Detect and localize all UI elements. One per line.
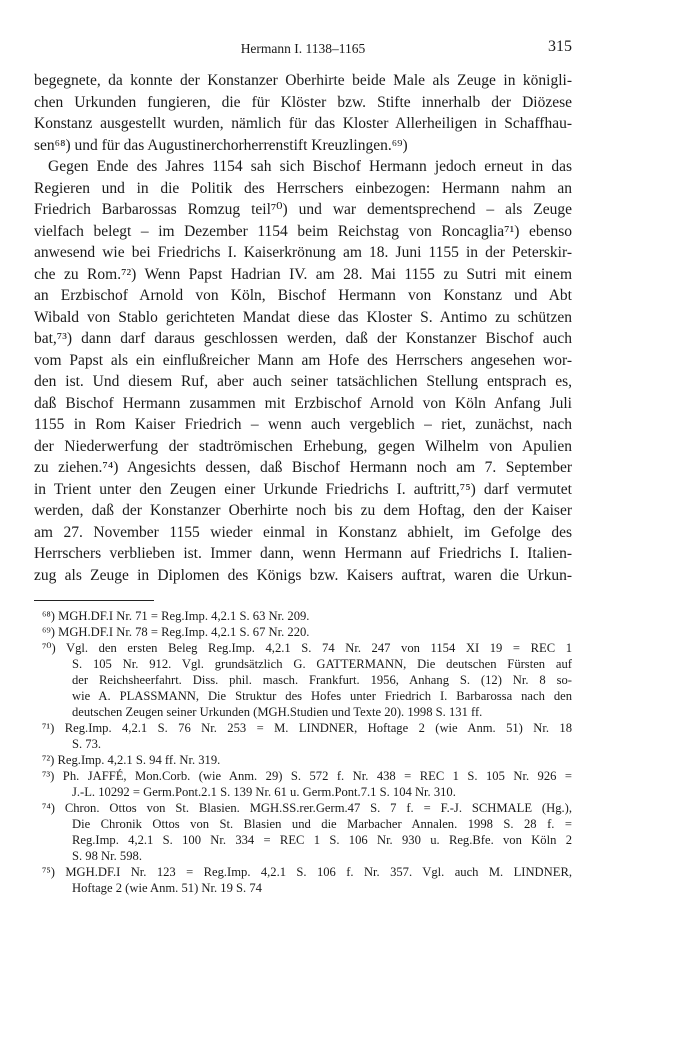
footnote-line: S. 105 Nr. 912. Vgl. grundsätzlich G. GATTERMANN, Die deutschen Fürsten auf: [72, 657, 572, 671]
text-line: Gegen Ende des Jahres 1154 sah sich Bischof Hermann jedoch erneut in das: [48, 158, 572, 175]
text-line: sen⁶⁸) und für das Augustinerchorherrenstift Kreuzlingen.⁶⁹): [34, 136, 408, 154]
text-line: werden, daß der Konstanzer Oberhirte noch bis zu dem Hoftag, den der Kaiser: [34, 502, 572, 519]
text-line: 1155 in Rom Kaiser Friedrich – wenn auch vergeblich – riet, zunächst, nach: [34, 416, 572, 433]
footnote-line: Reg.Imp. 4,2.1 S. 100 Nr. 334 = REC 1 S. 106 Nr. 930 u. Reg.Bfe. von Köln 2: [72, 833, 572, 847]
text-line: daß Bischof Hermann zusammen mit Erzbischof Arnold von Köln Anfang Juli: [34, 394, 572, 412]
footnote-line: Die Chronik Ottos von St. Blasien und die Marbacher Annalen. 1998 S. 28 f. =: [72, 817, 572, 831]
footnote-line: wie A. PLASSMANN, Die Struktur des Hofes unter Friedrich I. Barbarossa nach den: [72, 689, 572, 703]
footnote-line: ⁷⁰) Vgl. den ersten Beleg Reg.Imp. 4,2.1 S. 74 Nr. 247 von 1154 XI 19 = REC 1: [42, 641, 572, 655]
text-line: vielfach belegt – im Dezember 1154 beim Reichstag von Roncaglia⁷¹) ebenso: [34, 222, 572, 240]
text-line: an Erzbischof Arnold von Köln, Bischof Hermann von Konstanz und Abt: [34, 287, 572, 304]
footnote-line: ⁷⁴) Chron. Ottos von St. Blasien. MGH.SS.rer.Germ.47 S. 7 f. = F.-J. SCHMALE (Hg.),: [42, 801, 572, 815]
text-line: den ist. Und diesem Ruf, aber auch seiner tatsächlichen Stellung entsprach es,: [34, 373, 572, 390]
text-line: vom Papst als ein einflußreicher Mann am Hofe des Herrschers angesehen wor-: [34, 351, 572, 369]
text-line: Friedrich Barbarossas Romzug teil⁷⁰) und war dementsprechend – als Zeuge: [34, 201, 572, 218]
text-line: zug als Zeuge in Diplomen des Königs bzw. Kaisers auftrat, waren die Urkun-: [34, 566, 572, 584]
text-line: anwesend wie bei Friedrichs I. Kaiserkrönung am 18. Juni 1155 in der Peterskir-: [34, 244, 572, 261]
text-line: Wibald von Stablo gerichteten Mandat diese das Kloster S. Antimo zu schützen: [34, 308, 572, 326]
footnote-line: S. 98 Nr. 598.: [72, 849, 142, 863]
footnote-line: Hoftage 2 (wie Anm. 51) Nr. 19 S. 74: [72, 881, 262, 895]
text-line: Herrschers verblieben ist. Immer dann, wenn Hermann auf Friedrichs I. Italien-: [34, 545, 572, 562]
running-header: [34, 38, 572, 58]
footnote-line: S. 73.: [72, 737, 102, 751]
text-line: der Niederwerfung der stadtrömischen Erhebung, gegen Wilhelm von Apulien: [34, 437, 572, 455]
text-line: bat,⁷³) dann darf daraus geschlossen werden, daß der Konstanzer Bischof auch: [34, 330, 572, 347]
footnote-line: J.-L. 10292 = Germ.Pont.2.1 S. 139 Nr. 61 u. Germ.Pont.7.1 S. 104 Nr. 310.: [72, 785, 456, 799]
footnotes: [34, 608, 572, 896]
text-line: chen Urkunden fungieren, die für Klöster bzw. Stifte innerhalb der Diözese: [34, 93, 572, 111]
text-line: Regieren und in die Politik des Herrschers einbezogen: Hermann nahm an: [34, 179, 572, 197]
footnote-line: ⁷³) Ph. JAFFÉ, Mon.Corb. (wie Anm. 29) S. 572 f. Nr. 438 = REC 1 S. 105 Nr. 926 =: [42, 769, 572, 783]
page-number: 315: [548, 38, 572, 55]
text-line: zu ziehen.⁷⁴) Angesichts dessen, daß Bischof Hermann noch am 7. September: [34, 459, 572, 476]
text-line: Konstanz ausgestellt wurden, nämlich für das Kloster Allerheiligen in Schaffhau-: [34, 115, 572, 132]
footnote-line: ⁶⁹) MGH.DF.I Nr. 78 = Reg.Imp. 4,2.1 S. 67 Nr. 220.: [42, 625, 310, 639]
footnote-line: der Reichsheerfahrt. Diss. phil. masch. Frankfurt. 1956, Anhang S. (12) Nr. 8 so-: [72, 673, 572, 687]
footnote-line: ⁶⁸) MGH.DF.I Nr. 71 = Reg.Imp. 4,2.1 S. 63 Nr. 209.: [42, 609, 310, 623]
text-line: am 27. November 1155 wieder einmal in Konstanz abhielt, im Gefolge des: [34, 523, 572, 541]
footnote-line: ⁷²) Reg.Imp. 4,2.1 S. 94 ff. Nr. 319.: [42, 753, 221, 767]
footnote-line: deutschen Zeugen seiner Urkunden (MGH.Studien und Texte 20). 1998 S. 131 ff.: [72, 705, 483, 719]
footnote-separator: [34, 600, 154, 601]
running-head-title: Hermann I. 1138–1165: [240, 41, 366, 56]
footnote-line: ⁷⁵) MGH.DF.I Nr. 123 = Reg.Imp. 4,2.1 S. 106 f. Nr. 357. Vgl. auch M. LINDNER,: [42, 865, 572, 879]
main-text: [34, 70, 572, 586]
text-line: in Trient unter den Zeugen einer Urkunde Friedrichs I. auftritt,⁷⁵) darf vermutet: [34, 480, 572, 498]
footnote-line: ⁷¹) Reg.Imp. 4,2.1 S. 76 Nr. 253 = M. LINDNER, Hoftage 2 (wie Anm. 51) Nr. 18: [42, 721, 572, 735]
text-line: che zu Rom.⁷²) Wenn Papst Hadrian IV. am 28. Mai 1155 zu Sutri mit einem: [34, 265, 572, 283]
text-line: begegnete, da konnte der Konstanzer Oberhirte beide Male als Zeuge in königli-: [34, 72, 572, 89]
